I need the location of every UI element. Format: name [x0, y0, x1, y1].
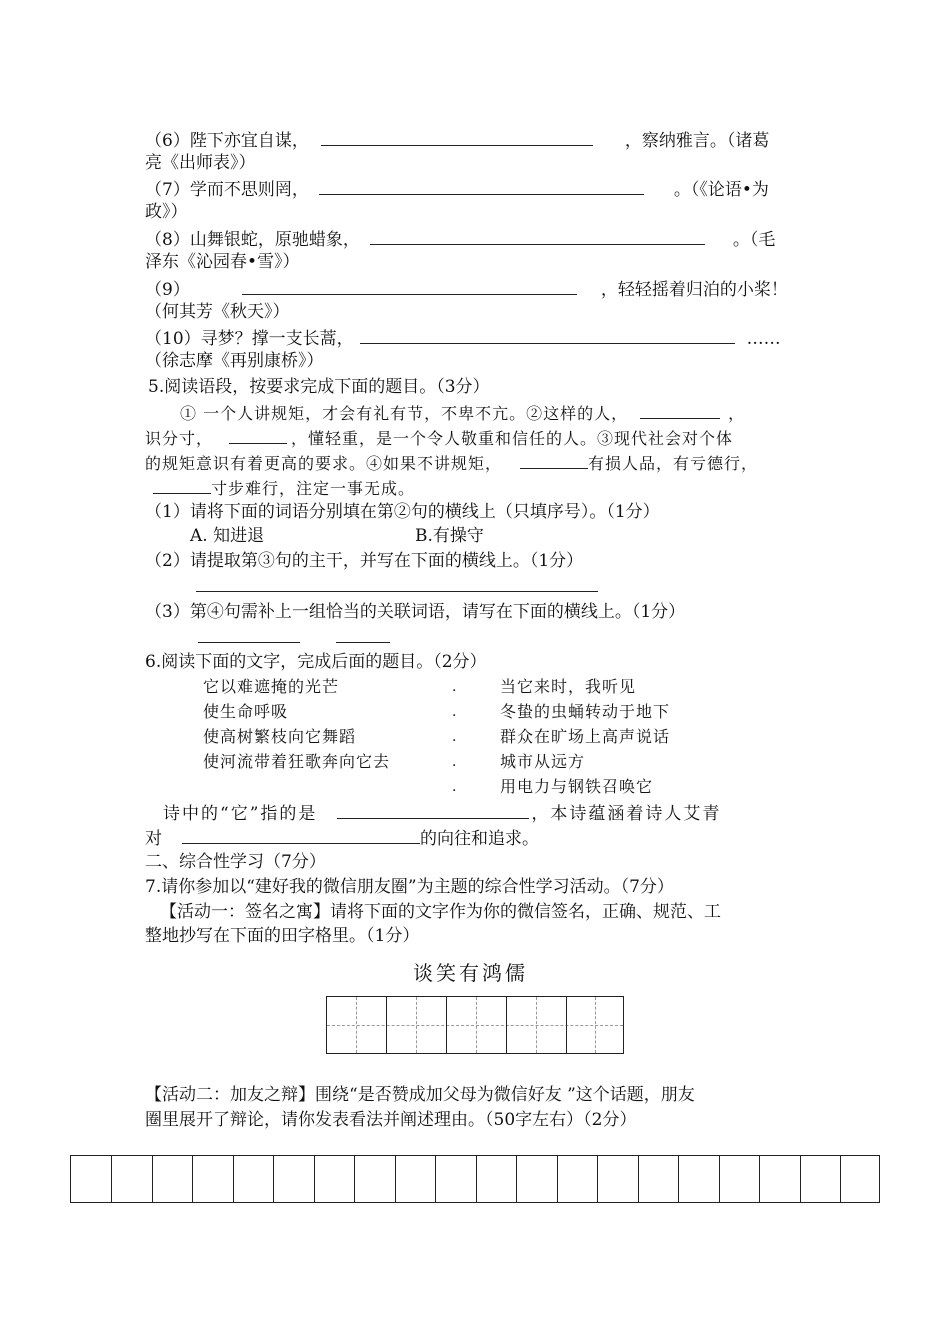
q5-blank-4[interactable]: [153, 475, 211, 494]
grid-cell-divider: [386, 997, 387, 1053]
q7-title: 7.请你参加以“建好我的微信朋友圈”为主题的综合性学习活动。（7分）: [145, 877, 674, 897]
poem-right-line: 用电力与钢铁召唤它: [500, 777, 654, 796]
grid-cell-divider: [719, 1156, 720, 1202]
grid-cell-divider: [152, 1156, 153, 1202]
q5-blank-3[interactable]: [520, 450, 588, 469]
q5-option-b: B.有操守: [415, 526, 484, 546]
q5-sub1: （1）请将下面的词语分别填在第②句的横线上（只填序号）。（1分）: [145, 502, 660, 522]
grid-cell-divider: [759, 1156, 760, 1202]
q6-aspiration-blank[interactable]: [182, 825, 420, 844]
poem-dot: .: [452, 704, 457, 720]
q5-sub2-answer-line[interactable]: [196, 591, 598, 592]
activity-two-line2: 圈里展开了辩论，请你发表看法并阐述理由。（50字左右）（2分）: [145, 1110, 637, 1130]
grid-dash-vertical: [416, 997, 417, 1053]
q7-answer-blank[interactable]: [319, 176, 644, 195]
activity-two-line1: 【活动二：加友之辩】围绕“是否赞成加父母为微信好友 ”这个话题，朋友: [145, 1085, 695, 1105]
poem-dot: .: [452, 679, 457, 695]
grid-cell-divider: [395, 1156, 396, 1202]
signature-motto: 谈笑有鸿儒: [413, 961, 528, 985]
grid-cell-divider: [506, 997, 507, 1053]
poem-right-line: 当它来时，我听见: [500, 677, 637, 696]
poem-dot: .: [452, 729, 457, 745]
q6-line1: （6）陛下亦宜自谋， ，察纳雅言。（诸葛: [145, 127, 769, 153]
grid-cell-divider: [800, 1156, 801, 1202]
grid-cell-divider: [476, 1156, 477, 1202]
q5-sub3: （3）第④句需补上一组恰当的关联词语，请写在下面的横线上。（1分）: [145, 602, 686, 622]
tianzige-grid[interactable]: [326, 996, 624, 1054]
grid-dash-vertical: [476, 997, 477, 1053]
q8-source: 泽东《沁园春•雪》）: [145, 252, 300, 272]
grid-cell-divider: [111, 1156, 112, 1202]
q6-answer-line2: 对 的向往和追求。: [145, 825, 539, 851]
q6-source: 亮《出师表》）: [145, 153, 256, 173]
grid-cell-divider: [192, 1156, 193, 1202]
q6-answer-line1: 诗中的“它”指的是 ，本诗蕴涵着诗人艾青: [163, 800, 721, 826]
poem-right-line: 冬蛰的虫蛹转动于地下: [500, 702, 671, 721]
section-two-heading: 二、综合性学习（7分）: [145, 852, 326, 872]
q6-answer-blank[interactable]: [321, 127, 593, 146]
poem-dot: .: [452, 754, 457, 770]
q5-paragraph-line2: 识分寸， ，懂轻重，是一个令人敬重和信任的人。③现代社会对个体: [145, 425, 733, 451]
q5-paragraph-line3: 的规矩意识有着更高的要求。④如果不讲规矩， 有损人品，有亏德行，: [145, 450, 758, 476]
q5-paragraph-line1: ① 一个人讲规矩，才会有礼有节，不卑不亢。②这样的人， ，: [180, 400, 745, 426]
q6-it-refers-blank[interactable]: [337, 800, 529, 819]
q5-sub2: （2）请提取第③句的主干，并写在下面的横线上。（1分）: [145, 551, 584, 571]
poem-left-line: 使河流带着狂歌奔向它去: [203, 752, 391, 771]
grid-cell-divider: [638, 1156, 639, 1202]
essay-writing-grid[interactable]: [70, 1155, 880, 1203]
grid-cell-divider: [557, 1156, 558, 1202]
q5-title: 5.阅读语段，按要求完成下面的题目。（3分）: [148, 377, 490, 397]
q5-option-a: A. 知进退: [190, 526, 265, 546]
q5-paragraph-line4: 寸步难行，注定一事无成。: [145, 475, 415, 501]
activity-one-line1: 【活动一：签名之寓】请将下面的文字作为你的微信签名，正确、规范、工: [160, 902, 721, 922]
activity-one-line2: 整地抄写在下面的田字格里。（1分）: [145, 926, 420, 946]
grid-dash-horizontal: [327, 1025, 623, 1026]
q8-answer-blank[interactable]: [370, 226, 705, 245]
q8-line1: （8）山舞银蛇，原驰蜡象， 。（毛: [145, 226, 775, 252]
q10-answer-blank[interactable]: [360, 325, 735, 344]
q7-line1: （7）学而不思则罔， 。（《论语•为: [145, 176, 769, 202]
q10-line1: （10）寻梦？撑一支长蒿， ……: [145, 325, 781, 351]
grid-cell-divider: [273, 1156, 274, 1202]
q5-blank-2[interactable]: [229, 425, 287, 444]
poem-left-line: 使生命呼吸: [203, 702, 289, 721]
q9-answer-blank[interactable]: [242, 276, 577, 295]
q9-source: （何其芳《秋天》）: [145, 302, 290, 322]
q5-blank-1[interactable]: [640, 400, 720, 419]
grid-cell-divider: [354, 1156, 355, 1202]
q5-sub3-answer-line-2[interactable]: [336, 642, 390, 643]
grid-cell-divider: [678, 1156, 679, 1202]
grid-cell-divider: [840, 1156, 841, 1202]
q5-sub3-answer-line-1[interactable]: [198, 642, 300, 643]
poem-dot: .: [452, 779, 457, 795]
poem-left-line: 使高树繁枝向它舞蹈: [203, 727, 357, 746]
q10-source: （徐志摩《再别康桥》）: [145, 351, 324, 371]
q6-reading-title: 6.阅读下面的文字，完成后面的题目。（2分）: [145, 652, 487, 672]
grid-cell-divider: [233, 1156, 234, 1202]
poem-right-line: 城市从远方: [500, 752, 586, 771]
grid-cell-divider: [566, 997, 567, 1053]
grid-cell-divider: [435, 1156, 436, 1202]
poem-right-line: 群众在旷场上高声说话: [500, 727, 671, 746]
q7-source: 政》）: [145, 202, 188, 222]
poem-left-line: 它以难遮掩的光芒: [203, 677, 340, 696]
grid-dash-vertical: [356, 997, 357, 1053]
q9-line1: （9） ，轻轻摇着归泊的小桨！: [145, 276, 788, 302]
grid-dash-vertical: [536, 997, 537, 1053]
grid-cell-divider: [516, 1156, 517, 1202]
grid-cell-divider: [314, 1156, 315, 1202]
grid-cell-divider: [446, 997, 447, 1053]
grid-cell-divider: [597, 1156, 598, 1202]
grid-dash-vertical: [595, 997, 596, 1053]
